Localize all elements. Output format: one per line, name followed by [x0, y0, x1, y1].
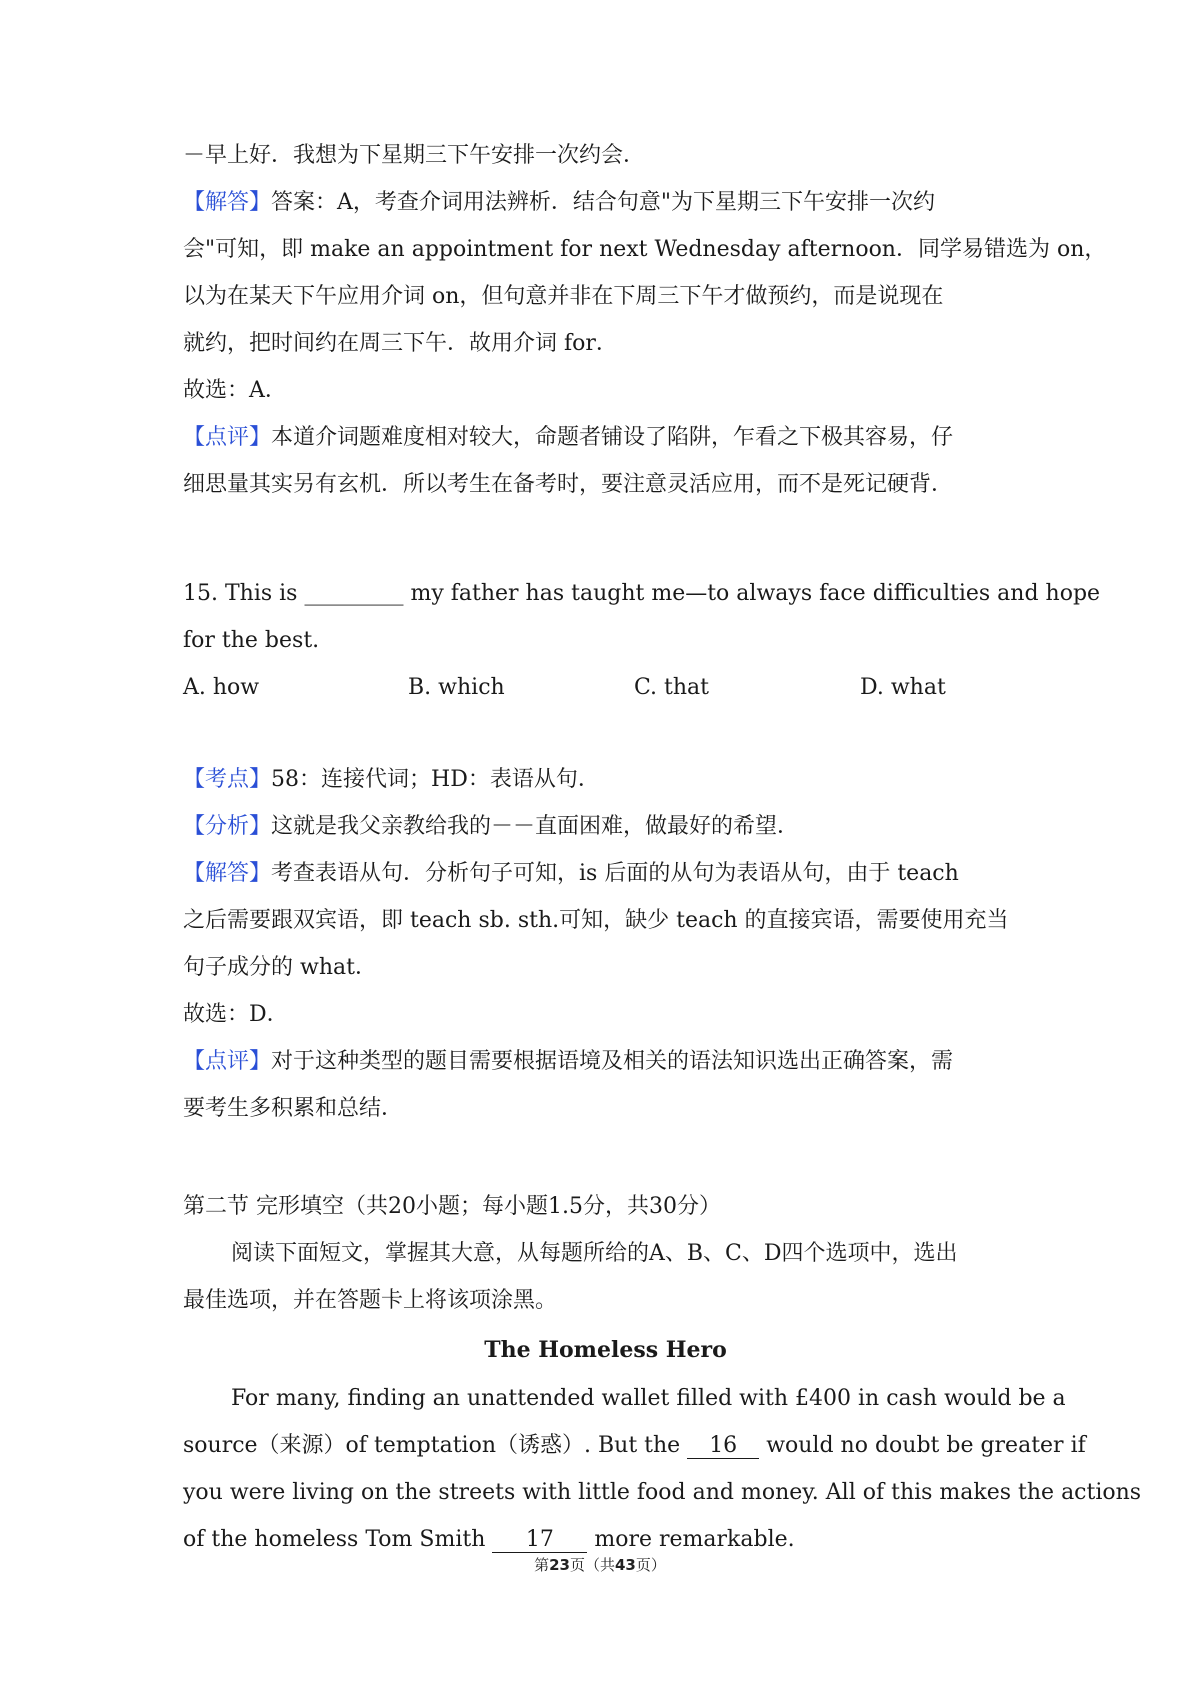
choice-line: [183, 376, 1028, 406]
choice-line-15: [183, 1000, 1028, 1030]
passage-text-1: For many, finding an unattended wallet filled with £400 in cash would be a: [231, 1386, 1066, 1411]
comment-15-text-2: 要考生多积累和总结．: [183, 1096, 404, 1121]
answer-text-3: 以为在某天下午应用介词 on，但句意并非在下周三下午才做预约，而是说现在: [183, 284, 944, 309]
question-15-stem-cont-text: for the best.: [183, 628, 320, 653]
page-footer: [0, 1555, 1200, 1575]
solution-line-3: [183, 953, 1028, 983]
key-point-line: [183, 765, 1028, 795]
answer-line-1: [183, 188, 1028, 218]
blank-16: 16: [687, 1434, 759, 1459]
passage-line-1: [231, 1384, 1066, 1414]
instructions-line-2: [183, 1286, 1028, 1316]
choice-text: 故选：A．: [183, 378, 287, 403]
instructions-text-2: 最佳选项，并在答题卡上将该项涂黑。: [183, 1288, 558, 1313]
analysis-line: [183, 812, 1028, 842]
question-15-stem-start: 15. This is: [183, 581, 298, 606]
option-c: C. that: [634, 675, 710, 700]
analysis-text: 这就是我父亲教给我的－－直面困难，做最好的希望．: [271, 814, 800, 839]
comment-text-2: 细思量其实另有玄机．所以考生在备考时，要注意灵活应用，而不是死记硬背．: [183, 472, 954, 497]
footer-suffix: 页）: [635, 1556, 666, 1574]
key-point-tag: 【考点】: [183, 767, 272, 792]
answer-text-4: 就约，把时间约在周三下午．故用介词 for．: [183, 331, 618, 356]
comment-15-line-2: [183, 1094, 1028, 1124]
passage-text-4b: more remarkable.: [594, 1527, 795, 1552]
solution-line-1: [183, 859, 1028, 889]
answer-text-1: 答案：A，考查介词用法辨析．结合句意"为下星期三下午安排一次约: [271, 190, 936, 215]
option-b: B. which: [408, 675, 505, 700]
question-15-stem: [183, 579, 1101, 609]
footer-middle: 页（共: [569, 1556, 615, 1574]
dialogue-line: [183, 141, 1028, 171]
dialogue-text: －早上好．我想为下星期三下午安排一次约会．: [183, 143, 646, 168]
passage-title: The Homeless Hero: [484, 1337, 727, 1363]
solution-tag: 【解答】: [183, 861, 272, 886]
question-15-stem-cont: [183, 626, 1028, 656]
instructions-line-1: [231, 1239, 1028, 1269]
comment-line-2: [183, 470, 1028, 500]
option-a: A. how: [183, 675, 260, 700]
answer-text-2: 会"可知，即 make an appointment for next Wednesday afternoon．同学易错选为 on，: [183, 237, 1107, 262]
passage-line-4: [183, 1525, 1028, 1555]
answer-line-3: [183, 282, 1028, 312]
answer-line-4: [183, 329, 1028, 359]
passage-text-2b: would no doubt be greater if: [766, 1433, 1086, 1458]
footer-prefix: 第: [534, 1556, 550, 1574]
analysis-tag: 【分析】: [183, 814, 272, 839]
answer-line-2: [183, 235, 1107, 265]
comment-tag: 【点评】: [183, 425, 272, 450]
total-page-number: 43: [615, 1556, 636, 1574]
passage-text-4a: of the homeless Tom Smith: [183, 1527, 486, 1552]
passage-text-3: you were living on the streets with little food and money. All of this makes the actions: [183, 1480, 1142, 1505]
section-heading: [183, 1192, 1028, 1222]
solution-text-2: 之后需要跟双宾语，即 teach sb. sth.可知，缺少 teach 的直接宾语，需要使用充当: [183, 908, 1009, 933]
passage-line-2: [183, 1431, 1086, 1461]
solution-text-3: 句子成分的 what．: [183, 955, 377, 980]
section-heading-text: 第二节 完形填空（共20小题；每小题1.5分，共30分）: [183, 1194, 721, 1219]
choice-text-15: 故选：D．: [183, 1002, 289, 1027]
comment-15-tag: 【点评】: [183, 1049, 272, 1074]
instructions-text-1: 阅读下面短文，掌握其大意，从每题所给的A、B、C、D四个选项中，选出: [231, 1241, 958, 1266]
comment-15-text-1: 对于这种类型的题目需要根据语境及相关的语法知识选出正确答案，需: [271, 1049, 954, 1074]
answer-tag: 【解答】: [183, 190, 272, 215]
current-page-number: 23: [549, 1556, 570, 1574]
comment-line-1: [183, 423, 1028, 453]
comment-text-1: 本道介词题难度相对较大，命题者铺设了陷阱，乍看之下极其容易，仔: [271, 425, 954, 450]
solution-text-1: 考查表语从句．分析句子可知，is 后面的从句为表语从句，由于 teach: [271, 861, 959, 886]
comment-15-line-1: [183, 1047, 1028, 1077]
question-15-stem-end: my father has taught me—to always face difficulties and hope: [410, 581, 1101, 606]
passage-line-3: [183, 1478, 1142, 1508]
option-d: D. what: [860, 675, 946, 700]
solution-line-2: [183, 906, 1028, 936]
key-point-text: 58：连接代词；HD：表语从句．: [271, 767, 600, 792]
blank-17: 17: [492, 1528, 587, 1553]
passage-text-2a: source（来源）of temptation（诱惑）. But the: [183, 1433, 681, 1458]
question-15-blank: _________: [304, 581, 404, 606]
